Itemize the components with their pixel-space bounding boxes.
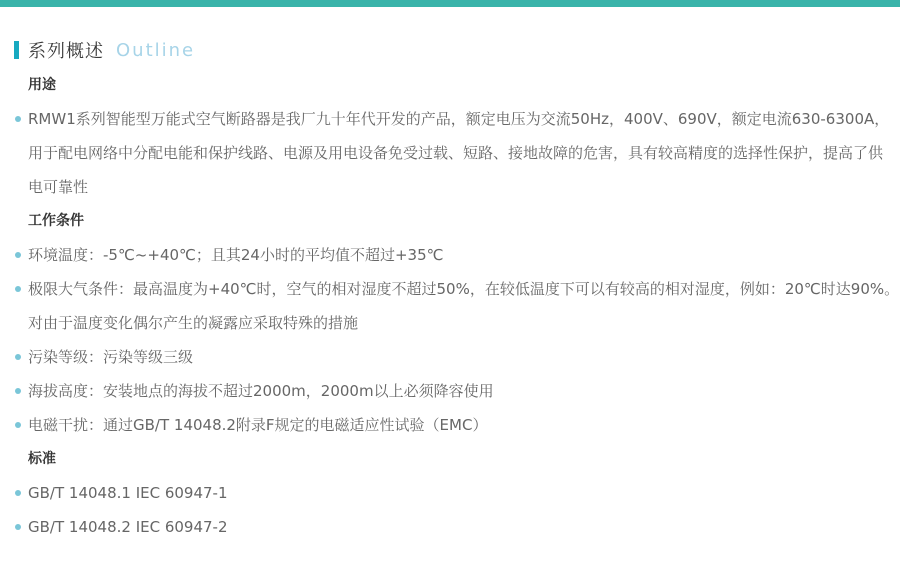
list-item-text: RMW1系列智能型万能式空气断路器是我厂九十年代开发的产品，额定电压为交流50Hz，400V、690V，额定电流630-6300A， — [28, 110, 890, 128]
list-item — [0, 238, 900, 272]
list-item-text: 电磁干扰：通过GB/T 14048.2附录F规定的电磁适应性试验（EMC） — [28, 416, 488, 434]
list-item-text: 用于配电网络中分配电能和保护线路、电源及用电设备免受过载、短路、接地故障的危害，具有较高精度的选择性保护，提高了供 — [28, 144, 884, 162]
list-item-text: 环境温度：-5℃~+40℃；且其24小时的平均值不超过+35℃ — [28, 246, 444, 264]
subheading-working-conditions: 工作条件 — [28, 213, 84, 229]
list-item — [0, 102, 900, 136]
bullet-icon — [15, 354, 21, 360]
bullet-icon — [15, 388, 21, 394]
subheading-usage: 用途 — [28, 77, 56, 93]
title-accent-marker-icon — [14, 41, 19, 59]
bullet-icon — [15, 116, 21, 122]
section-title-en: Outline — [116, 39, 196, 61]
list-item-text: 污染等级：污染等级三级 — [28, 348, 194, 366]
list-item-continuation — [0, 170, 900, 204]
list-item-text: 对由于温度变化偶尔产生的凝露应采取特殊的措施 — [28, 314, 359, 332]
list-item — [0, 510, 900, 544]
bullet-icon — [15, 524, 21, 530]
content-area — [0, 68, 900, 544]
list-item — [0, 374, 900, 408]
list-item — [0, 272, 900, 306]
list-item-text: GB/T 14048.2 IEC 60947-2 — [28, 518, 228, 536]
bullet-icon — [15, 490, 21, 496]
list-item-text: 电可靠性 — [28, 178, 89, 196]
list-item — [0, 476, 900, 510]
top-accent-bar — [0, 0, 900, 7]
list-item-text: 极限大气条件：最高温度为+40℃时，空气的相对湿度不超过50%，在较低温度下可以有较高的相对湿度，例如：20℃时达90%。 — [28, 280, 900, 298]
bullet-icon — [15, 286, 21, 292]
section-title-cn: 系列概述 — [28, 41, 104, 62]
bullet-icon — [15, 252, 21, 258]
bullet-icon — [15, 422, 21, 428]
list-item-text: GB/T 14048.1 IEC 60947-1 — [28, 484, 228, 502]
list-item — [0, 408, 900, 442]
list-item-continuation — [0, 136, 900, 170]
list-item — [0, 340, 900, 374]
list-item-text: 海拔高度：安装地点的海拔不超过2000m，2000m以上必须降容使用 — [28, 382, 494, 400]
list-item-continuation — [0, 306, 900, 340]
section-title — [14, 39, 195, 61]
subheading-standards: 标准 — [28, 451, 56, 467]
